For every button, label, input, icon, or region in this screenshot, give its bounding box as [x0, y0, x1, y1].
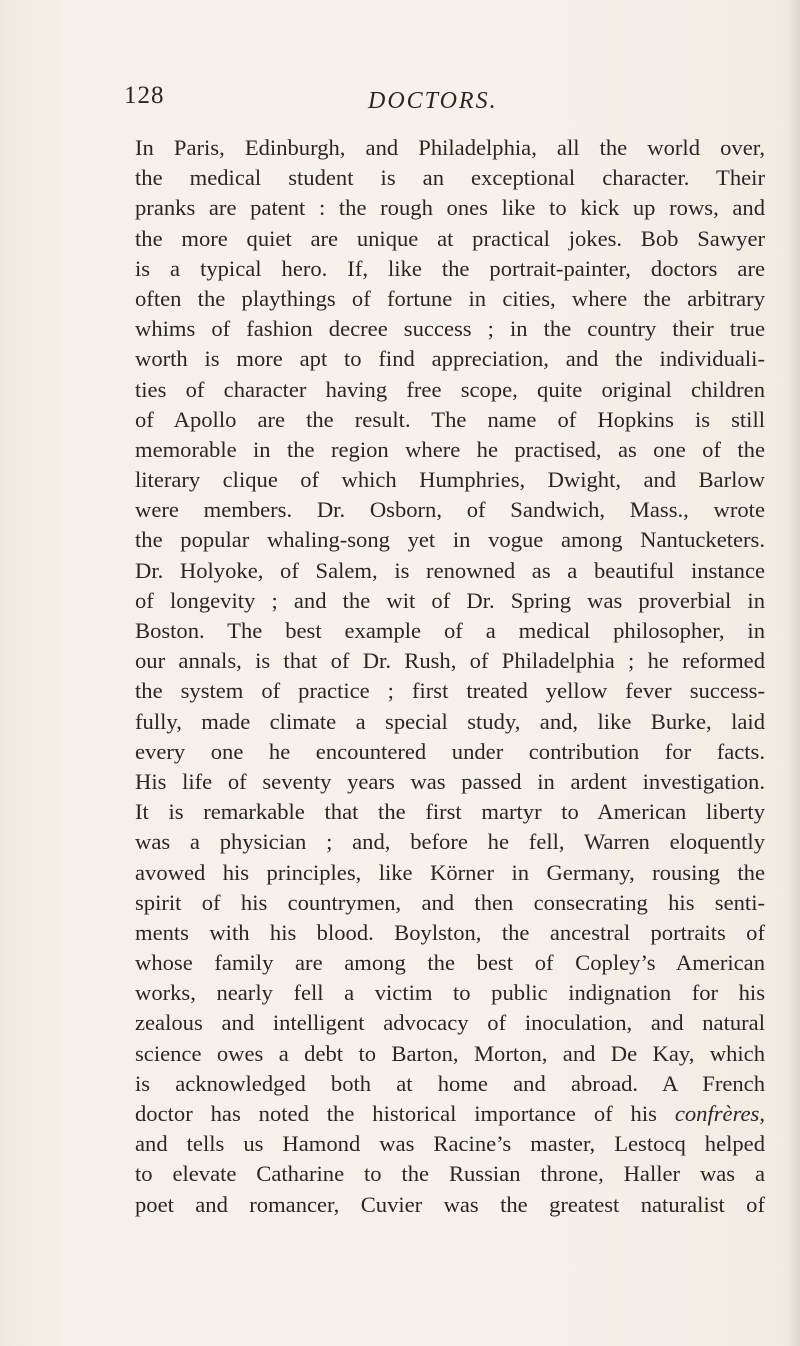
text-line: literary clique of which Humphries, Dwight, and Barlow: [135, 467, 765, 493]
text-line: ments with his blood. Boylston, the ancestral portraits of: [135, 919, 765, 945]
page-edge-shadow: [786, 0, 800, 1346]
text-line: was a physician ; and, before he fell, Warren eloquently: [135, 829, 765, 855]
text-line: the more quiet are unique at practical jokes. Bob Sawyer: [135, 225, 765, 251]
text-line: fully, made climate a special study, and, like Burke, laid: [135, 708, 765, 734]
text-line: the popular whaling-song yet in vogue among Nantucketers.: [135, 527, 765, 553]
text-line: It is remarkable that the first martyr to American liberty: [135, 799, 765, 825]
text-line: to elevate Catharine to the Russian throne, Haller was a: [135, 1161, 765, 1187]
text-line: worth is more apt to find appreciation, and the individuali-: [135, 346, 765, 372]
text-line: doctor has noted the historical importance of his confrères,: [135, 1101, 765, 1126]
text-line: whose family are among the best of Copley’s American: [135, 950, 765, 976]
page-number: 128: [124, 82, 165, 109]
text-line: whims of fashion decree success ; in the country their true: [135, 316, 765, 342]
text-line: were members. Dr. Osborn, of Sandwich, Mass., wrote: [135, 497, 765, 523]
body-text: [135, 133, 765, 1220]
text-line: is a typical hero. If, like the portrait-painter, doctors are: [135, 255, 765, 281]
text-line: Boston. The best example of a medical philosopher, in: [135, 618, 765, 643]
text-line: zealous and intelligent advocacy of inoculation, and natural: [135, 1010, 765, 1036]
text-line: His life of seventy years was passed in ardent investigation.: [135, 768, 765, 794]
text-line: every one he encountered under contribution for facts.: [135, 738, 765, 764]
text-line: spirit of his countrymen, and then consecrating his senti-: [135, 889, 765, 915]
text-line: the system of practice ; first treated yellow fever success-: [135, 678, 765, 704]
text-line: pranks are patent : the rough ones like to kick up rows, and: [135, 195, 765, 221]
text-line: the medical student is an exceptional character. Their: [135, 165, 765, 191]
text-line: often the playthings of fortune in cities, where the arbitrary: [135, 285, 765, 311]
text-line: is acknowledged both at home and abroad. A French: [135, 1070, 765, 1096]
text-line: our annals, is that of Dr. Rush, of Philadelphia ; he reformed: [135, 648, 765, 674]
text-line: Dr. Holyoke, of Salem, is renowned as a beautiful instance: [135, 557, 765, 583]
text-line: works, nearly fell a victim to public indignation for his: [135, 980, 765, 1006]
text-line: ties of character having free scope, quite original children: [135, 376, 765, 402]
text-line: In Paris, Edinburgh, and Philadelphia, all the world over,: [135, 135, 765, 160]
text-line: and tells us Hamond was Racine’s master, Lestocq helped: [135, 1131, 765, 1157]
text-line: poet and romancer, Cuvier was the greatest naturalist of: [135, 1191, 765, 1217]
text-line: of longevity ; and the wit of Dr. Spring was proverbial in: [135, 587, 765, 613]
running-head: DOCTORS.: [368, 88, 498, 114]
text-line: avowed his principles, like Körner in Germany, rousing the: [135, 859, 765, 885]
text-line: of Apollo are the result. The name of Hopkins is still: [135, 406, 765, 432]
text-line: memorable in the region where he practised, as one of the: [135, 436, 765, 462]
text-line: science owes a debt to Barton, Morton, and De Kay, which: [135, 1040, 765, 1066]
italic-word: confrères: [674, 1101, 760, 1126]
